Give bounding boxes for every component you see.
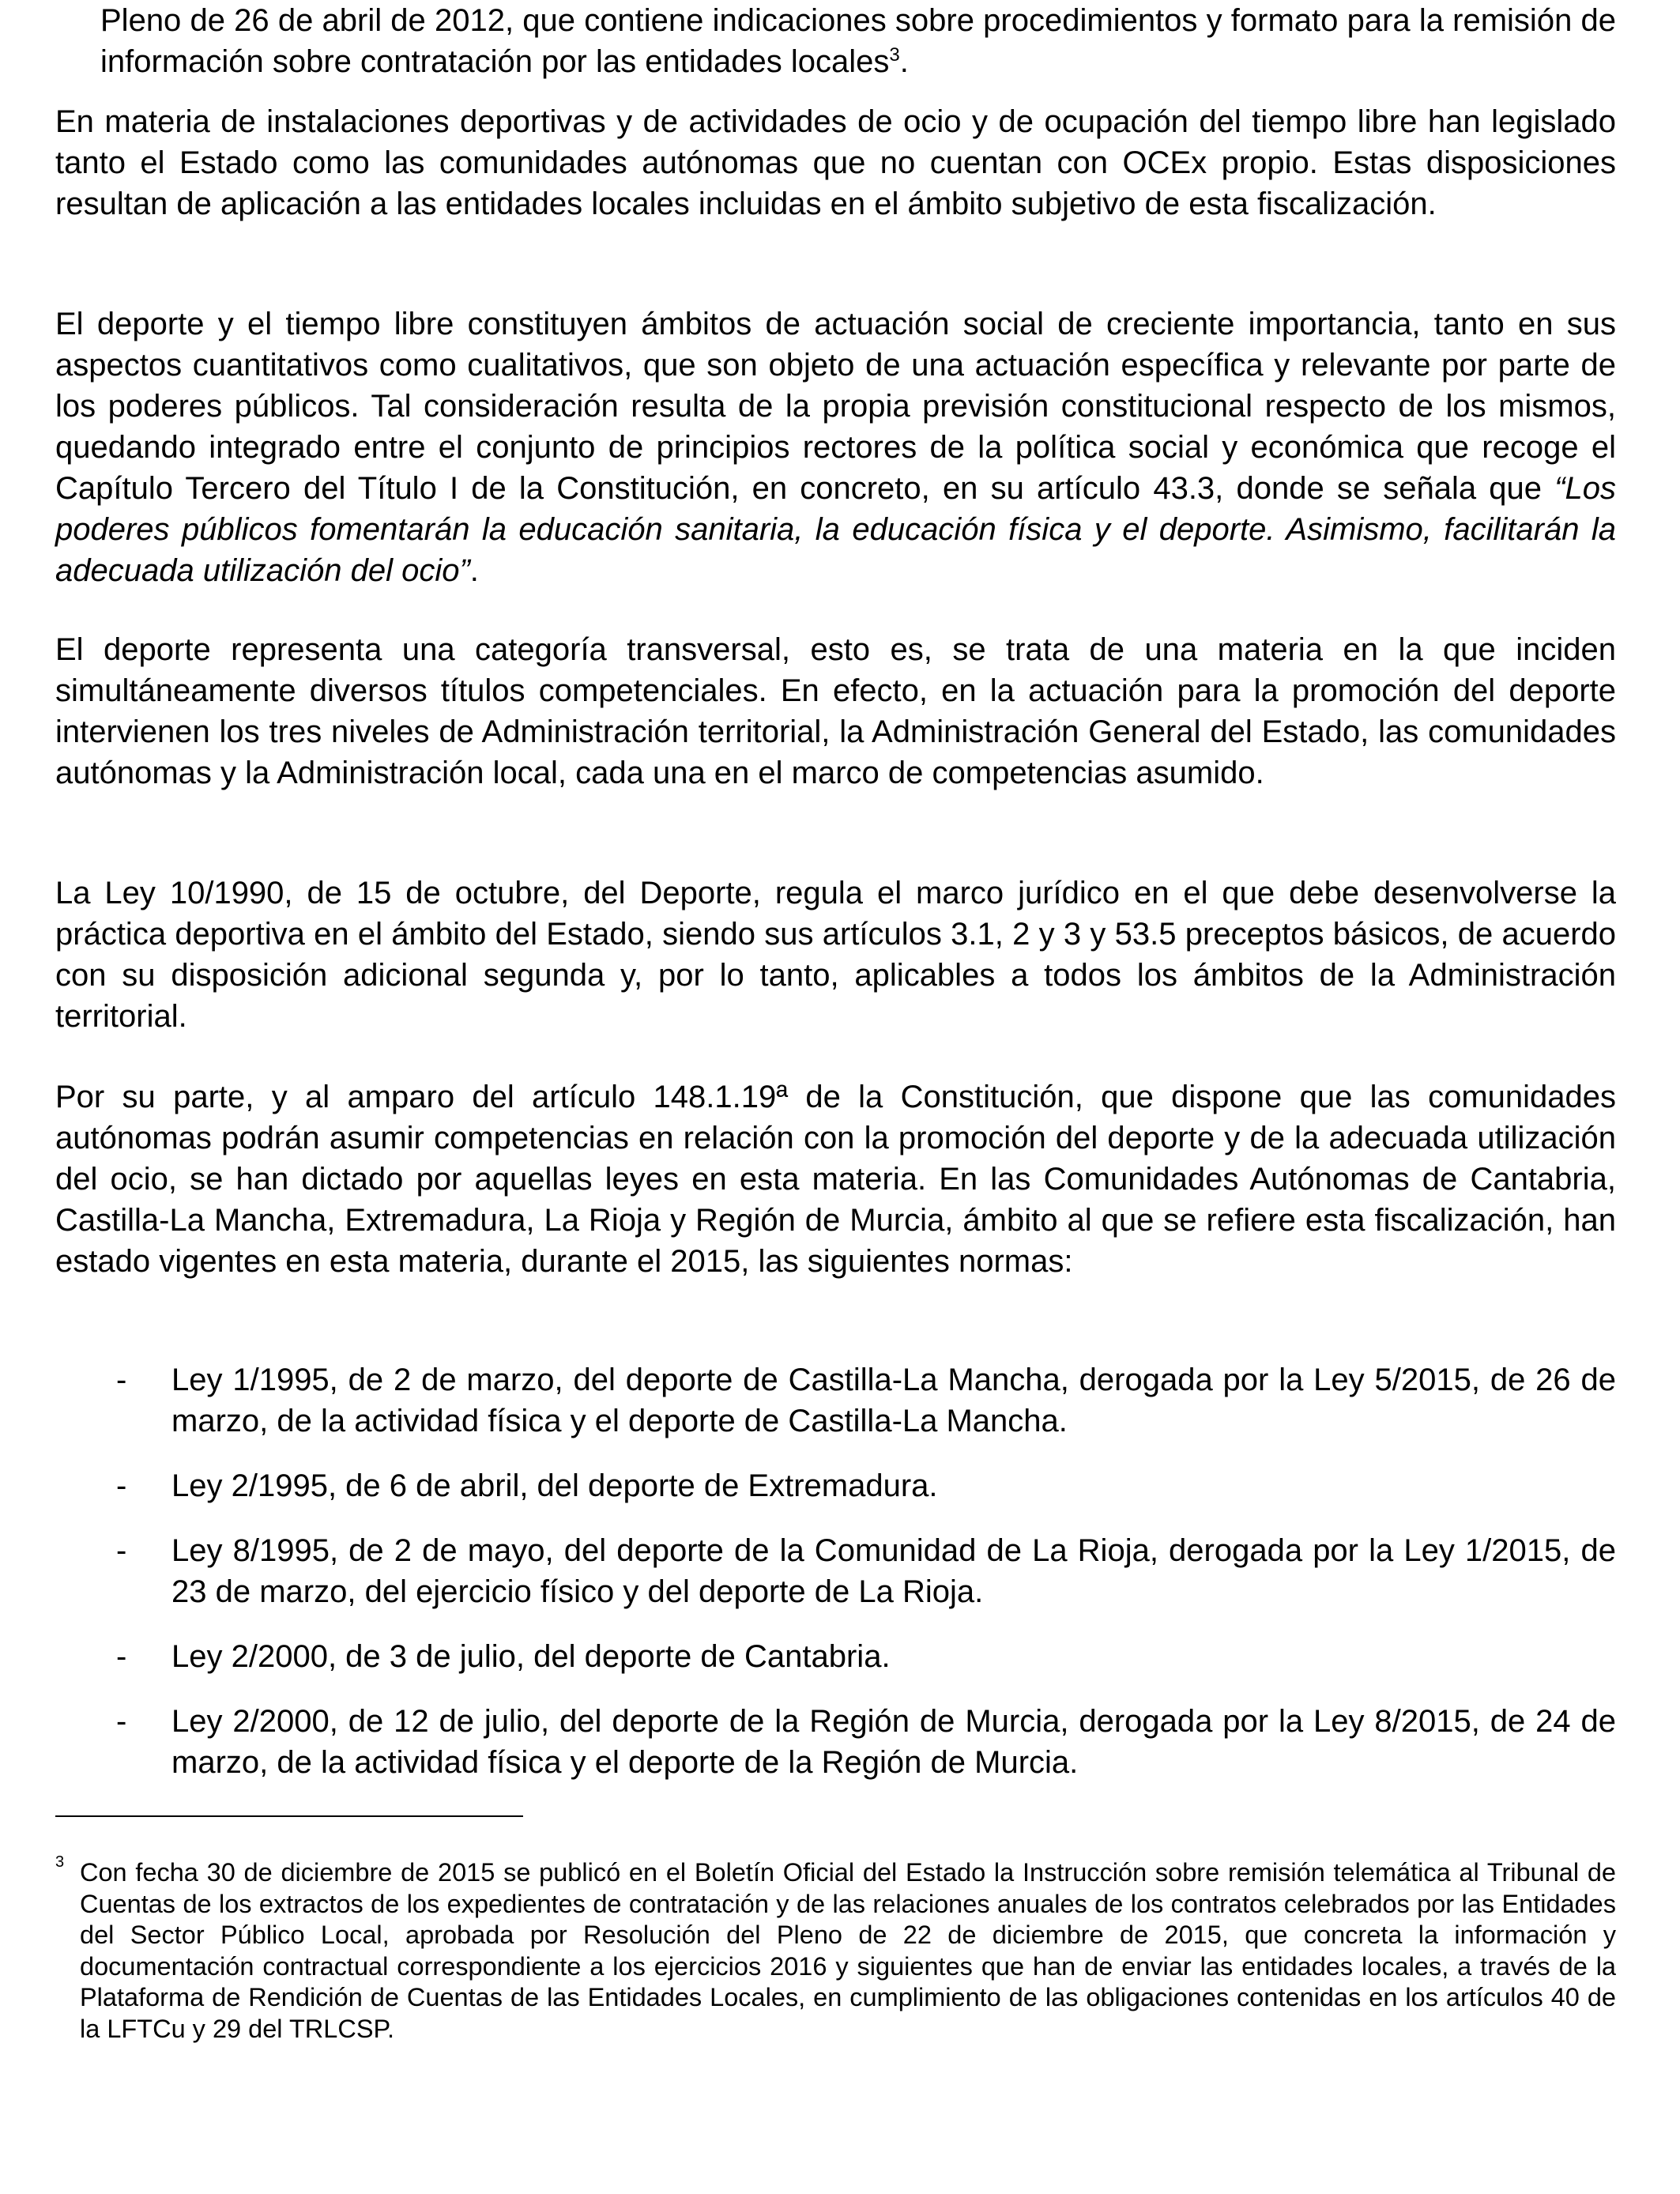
paragraph-categoria-transversal: El deporte representa una categoría transversal, esto es, se trata de una materia en la que inciden simultáneamente diversos títulos competenciales. En efecto, en la actuación para la promoción del deporte intervienen los tres niveles de Administración territorial, la Administración General del Estado, las comunidades autónomas y la Administración local, cada una en el marco de competencias asumido. [55, 632, 1616, 790]
list-dash: - [116, 1639, 127, 1674]
list-dash: - [116, 1533, 127, 1568]
list-item [55, 1636, 1616, 1677]
paragraph-ley-deporte: La Ley 10/1990, de 15 de octubre, del Deporte, regula el marco jurídico en el que debe desenvolverse la práctica deportiva en el ámbito del Estado, siendo sus artículos 3.1, 2 y 3 y 53.5 preceptos básicos, de acuerdo con su disposición adicional segunda y, por lo tanto, aplicables a todos los ámbitos de la Administración territorial. [55, 876, 1616, 1034]
footnote [55, 1853, 1616, 2045]
list-item-text: Ley 2/2000, de 3 de julio, del deporte de Cantabria. [171, 1639, 891, 1674]
footnote-separator [55, 1815, 523, 1817]
list-item-text: Ley 8/1995, de 2 de mayo, del deporte de la Comunidad de La Rioja, derogada por la Ley 1/2015, de 23 de marzo, del ejercicio físico y del deporte de La Rioja. [171, 1533, 1616, 1609]
list-item-text: Ley 2/2000, de 12 de julio, del deporte de la Región de Murcia, derogada por la Ley 8/2015, de 24 de marzo, de la actividad física y el deporte de la Región de Murcia. [171, 1704, 1616, 1780]
paragraph-continuation-end: . [899, 44, 909, 79]
list-dash: - [116, 1363, 127, 1397]
list-item [55, 1701, 1616, 1783]
list-item-text: Ley 1/1995, de 2 de marzo, del deporte de Castilla-La Mancha, derogada por la Ley 5/2015, de 26 de marzo, de la actividad física y el deporte de Castilla-La Mancha. [171, 1363, 1616, 1438]
paragraph-continuation [100, 0, 1616, 82]
paragraph-deporte-tiempo-libre [55, 303, 1616, 591]
list-item [55, 1530, 1616, 1612]
list-item [55, 1359, 1616, 1442]
constitution-quote: “Los poderes públicos fomentarán la educación sanitaria, la educación física y el deporte. Asimismo, facilitarán la adecuada utilización del ocio” [55, 471, 1616, 588]
paragraph-deporte-end: . [469, 553, 479, 588]
footnote-reference[interactable]: 3 [889, 44, 900, 66]
list-dash: - [116, 1704, 127, 1739]
laws-list [55, 1359, 1616, 1807]
paragraph-comunidades-autonomas: Por su parte, y al amparo del artículo 148.1.19ª de la Constitución, que dispone que las comunidades autónomas podrán asumir competencias en relación con la promoción del deporte y de la adecuada utilización del ocio, se han dictado por aquellas leyes en esta materia. En las Comunidades Autónomas de Cantabria, Castilla-La Mancha, Extremadura, La Rioja y Región de Murcia, ámbito al que se refiere esta fiscalización, han estado vigentes en esta materia, durante el 2015, las siguientes normas: [55, 1080, 1616, 1279]
paragraph-instalaciones: En materia de instalaciones deportivas y de actividades de ocio y de ocupación del tiempo libre han legislado tanto el Estado como las comunidades autónomas que no cuentan con OCEx propio. Estas disposiciones resultan de aplicación a las entidades locales incluidas en el ámbito subjetivo de esta fiscalización. [55, 104, 1616, 221]
footnote-mark: 3 [55, 1853, 65, 1871]
list-item [55, 1465, 1616, 1506]
paragraph-continuation-text: Pleno de 26 de abril de 2012, que contiene indicaciones sobre procedimientos y formato para la remisión de información sobre contratación por las entidades locales [100, 3, 1616, 79]
list-item-text: Ley 2/1995, de 6 de abril, del deporte de Extremadura. [171, 1468, 938, 1503]
list-dash: - [116, 1468, 127, 1503]
footnote-text: Con fecha 30 de diciembre de 2015 se publicó en el Boletín Oficial del Estado la Instrucción sobre remisión telemática al Tribunal de Cuentas de los extractos de los expedientes de contratación y de las relaciones anuales de los contratos celebrados por las Entidades del Sector Público Local, aprobada por Resolución del Pleno de 22 de diciembre de 2015, que concreta la información y documentación contractual correspondiente a los ejercicios 2016 y siguientes que han de enviar las entidades locales, a través de la Plataforma de Rendición de Cuentas de las Entidades Locales, en cumplimiento de las obligaciones contenidas en los artículos 40 de la LFTCu y 29 del TRLCSP. [80, 1858, 1616, 2043]
paragraph-deporte-text: El deporte y el tiempo libre constituyen ámbitos de actuación social de creciente importancia, tanto en sus aspectos cuantitativos como cualitativos, que son objeto de una actuación específica y relevante por parte de los poderes públicos. Tal consideración resulta de la propia previsión constitucional respecto de los mismos, quedando integrado entre el conjunto de principios rectores de la política social y económica que recoge el Capítulo Tercero del Título I de la Constitución, en concreto, en su artículo 43.3, donde se señala que [55, 307, 1616, 506]
